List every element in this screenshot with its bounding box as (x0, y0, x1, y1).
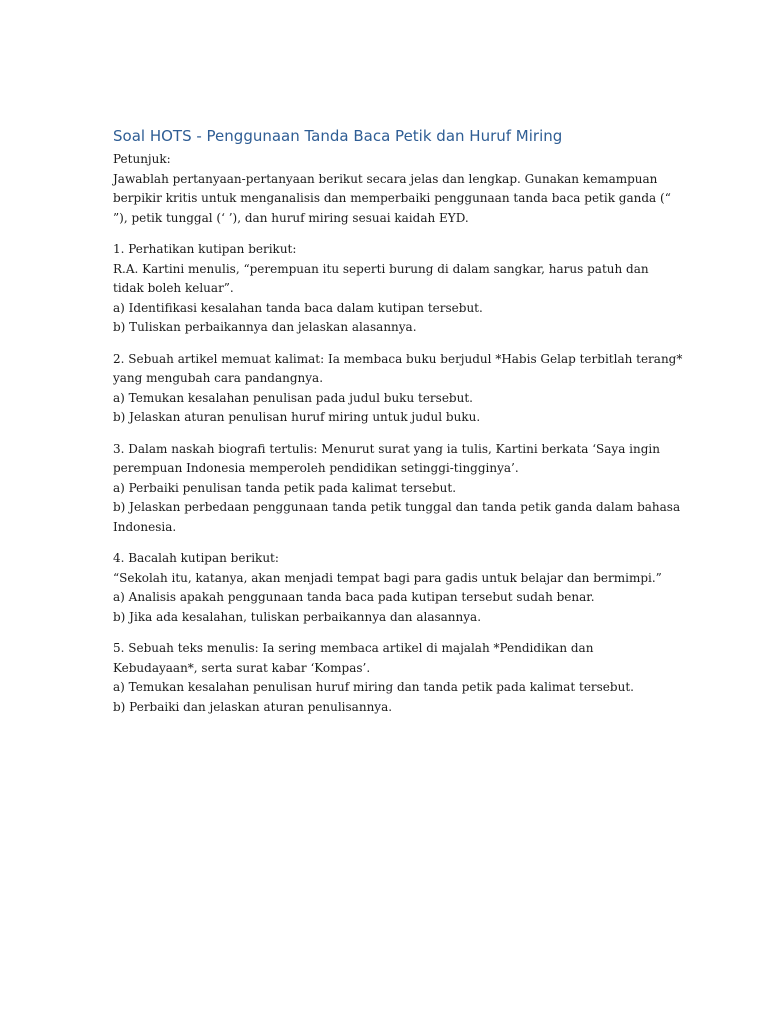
question-prompt: 1. Perhatikan kutipan berikut: (113, 242, 297, 256)
question-prompt: 4. Bacalah kutipan berikut: (113, 551, 279, 565)
question-subitem-a: a) Analisis apakah penggunaan tanda baca pada kutipan tersebut sudah benar. (113, 590, 595, 604)
instructions-line: berpikir kritis untuk menganalisis dan memperbaiki penggunaan tanda baca petik ganda (“ (113, 191, 671, 205)
question-quote: “Sekolah itu, katanya, akan menjadi tempat bagi para gadis untuk belajar dan bermimpi.” (113, 570, 662, 585)
question-2 (113, 350, 683, 428)
document-title: Soal HOTS - Penggunaan Tanda Baca Petik dan Huruf Miring (113, 127, 563, 145)
question-prompt: 3. Dalam naskah biografi tertulis: Menurut surat yang ia tulis, Kartini berkata ‘Saya ingin (113, 441, 660, 456)
question-subitem-b: b) Jelaskan aturan penulisan huruf miring untuk judul buku. (113, 410, 481, 424)
question-text: Kebudayaan*, serta surat kabar ‘Kompas’. (113, 660, 371, 675)
question-subitem-a: a) Temukan kesalahan penulisan pada judul buku tersebut. (113, 390, 473, 405)
question-prompt: 5. Sebuah teks menulis: Ia sering membaca artikel di majalah *Pendidikan dan (113, 641, 594, 655)
question-subitem-b: b) Perbaiki dan jelaskan aturan penulisannya. (113, 699, 393, 714)
question-subitem-b: b) Jelaskan perbedaan penggunaan tanda petik tunggal dan tanda petik ganda dalam bahasa (113, 500, 681, 514)
question-prompt: 2. Sebuah artikel memuat kalimat: Ia membaca buku berjudul *Habis Gelap terbitlah terang* (113, 351, 683, 366)
question-subitem-a: a) Perbaiki penulisan tanda petik pada kalimat tersebut. (113, 480, 457, 495)
instructions-line: ”), petik tunggal (‘ ’), dan huruf miring sesuai kaidah EYD. (113, 210, 469, 225)
question-subitem-b: b) Tuliskan perbaikannya dan jelaskan alasannya. (113, 320, 417, 334)
question-subitem-a: a) Identifikasi kesalahan tanda baca dalam kutipan tersebut. (113, 300, 483, 315)
question-subitem-b: b) Jika ada kesalahan, tuliskan perbaikannya dan alasannya. (113, 609, 482, 624)
question-5 (113, 639, 658, 717)
question-subitem-a: a) Temukan kesalahan penulisan huruf miring dan tanda petik pada kalimat tersebut. (113, 680, 634, 694)
document-page (113, 126, 683, 717)
question-text: perempuan Indonesia memperoleh pendidikan setinggi-tingginya’. (113, 461, 519, 475)
instructions-label: Petunjuk: (113, 152, 171, 166)
question-1 (113, 240, 658, 338)
question-text: R.A. Kartini menulis, “perempuan itu seperti burung di dalam sangkar, harus patuh dan (113, 261, 649, 276)
question-3 (113, 440, 681, 538)
instructions-block (113, 150, 671, 228)
instructions-line: Jawablah pertanyaan-pertanyaan berikut secara jelas dan lengkap. Gunakan kemampuan (113, 171, 658, 186)
question-4 (113, 549, 662, 627)
question-text: Indonesia. (113, 519, 177, 534)
question-text: tidak boleh keluar”. (113, 281, 234, 295)
question-text: yang mengubah cara pandangnya. (113, 371, 324, 385)
